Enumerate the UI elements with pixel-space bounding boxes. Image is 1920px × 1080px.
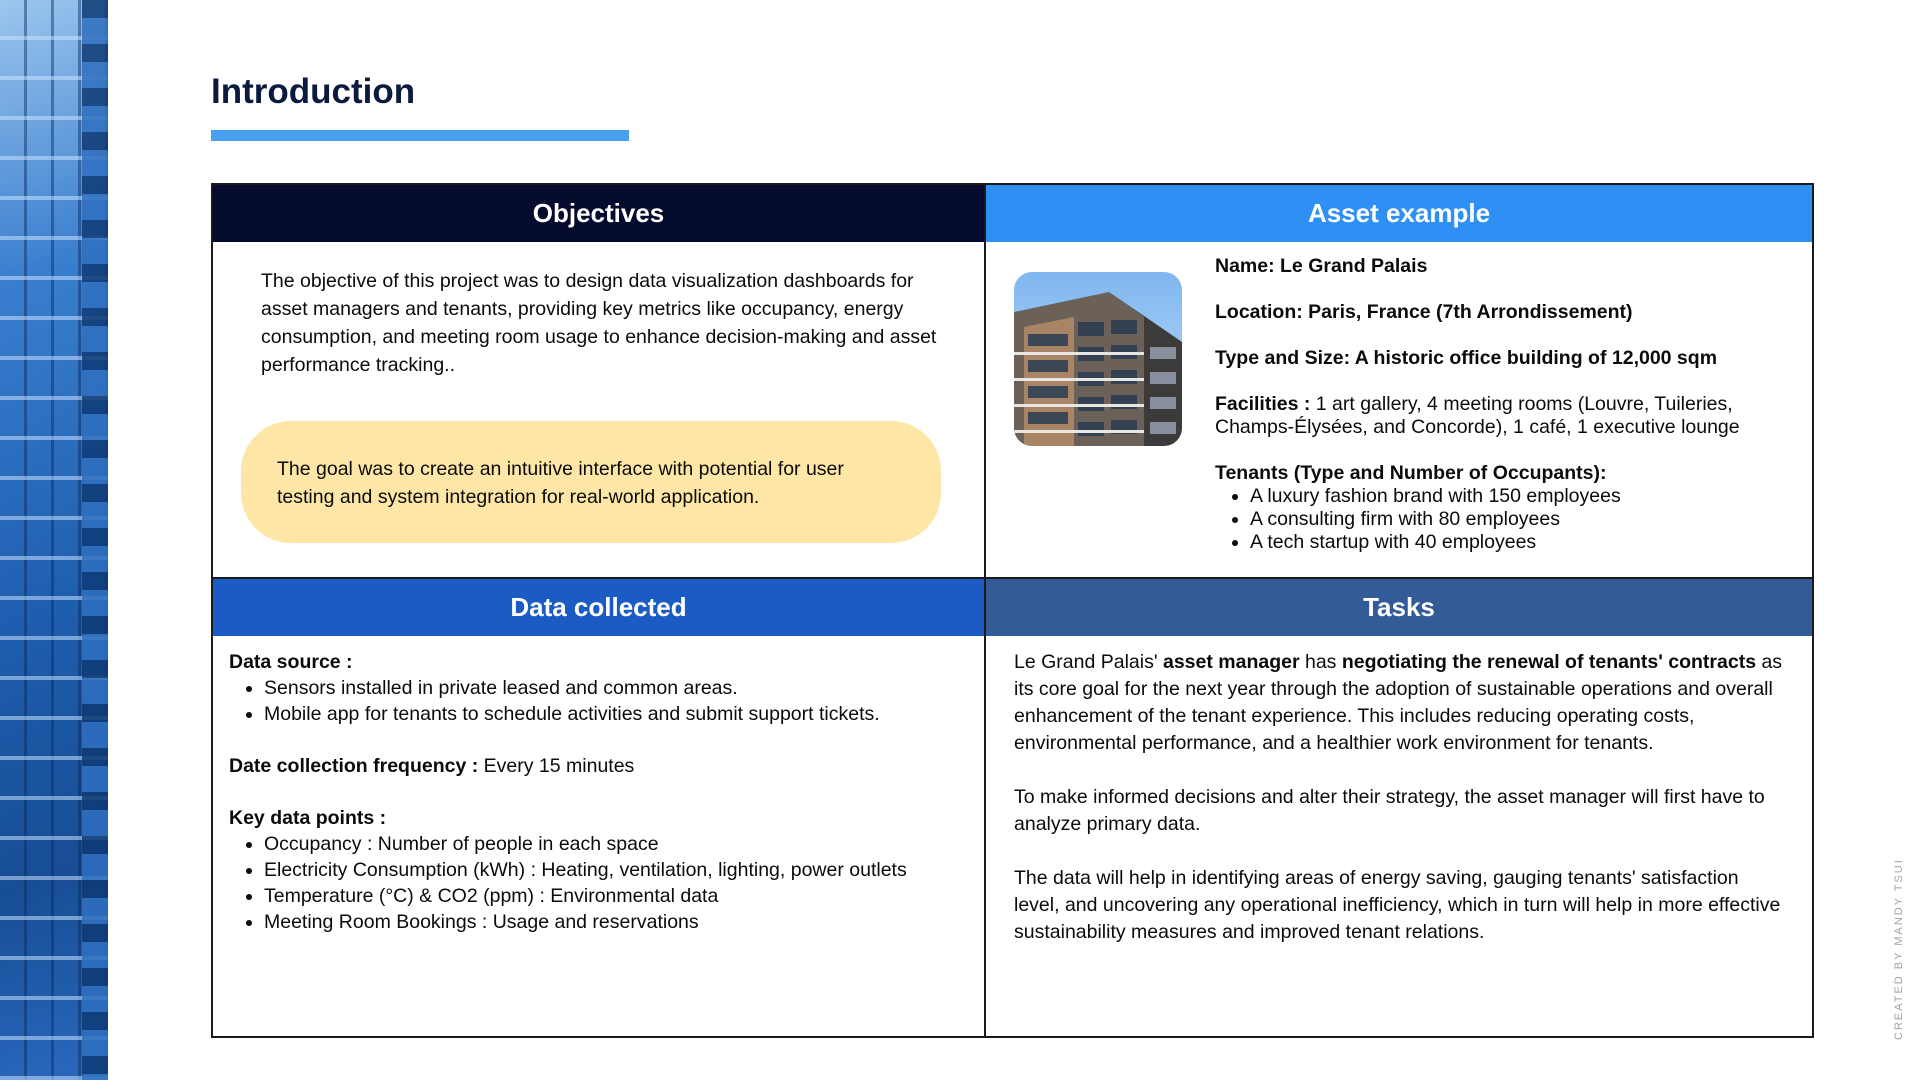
title-underline bbox=[211, 130, 629, 141]
frequency-value: Every 15 minutes bbox=[478, 755, 635, 777]
objectives-panel bbox=[213, 185, 986, 579]
key-points-label: Key data points : bbox=[229, 807, 387, 829]
facilities-label: Facilities : bbox=[1215, 393, 1311, 415]
tasks-paragraph-3: The data will help in identifying areas of energy saving, gauging tenants' satisfaction level, and uncovering any operational inefficiency, which in turn will help in more effective sustainability measures and improved tenant relations. bbox=[1014, 867, 1781, 943]
collection-frequency bbox=[229, 753, 969, 779]
creator-credit: CREATED BY MANDY TSUI bbox=[1893, 858, 1905, 1040]
list-item: • Mobile app for tenants to schedule activities and submit support tickets. bbox=[264, 701, 969, 727]
list-item: • Temperature (°C) & CO2 (ppm) : Environmental data bbox=[264, 883, 969, 909]
tasks-text-segment: as its core goal for the next year through the adoption of sustainable operations and overall enhancement of the tenant experience. This includes reducing operating costs, environmental performance, and a healthier work environment for tenants. bbox=[1014, 651, 1783, 754]
tasks-text-segment: Le Grand Palais' bbox=[1014, 651, 1163, 673]
tasks-panel bbox=[986, 579, 1812, 1036]
building-side-image bbox=[0, 0, 108, 1080]
tasks-text-segment: has bbox=[1299, 651, 1342, 673]
frequency-label: Date collection frequency : bbox=[229, 755, 479, 777]
tasks-bold-segment: negotiating the renewal of tenants' contracts bbox=[1341, 651, 1757, 673]
asset-location: Location: Paris, France (7th Arrondissement) bbox=[1215, 301, 1633, 323]
asset-name: Name: Le Grand Palais bbox=[1215, 255, 1428, 277]
objectives-text: The objective of this project was to design data visualization dashboards for asset managers and tenants, providing key metrics like occupancy, energy consumption, and meeting room usage to enhance decision-making and asset performance tracking.. bbox=[261, 270, 937, 376]
tasks-paragraph-2: To make informed decisions and alter their strategy, the asset manager will first have to analyze primary data. bbox=[1014, 786, 1765, 835]
tasks-header: Tasks bbox=[986, 579, 1812, 636]
tasks-bold-segment: asset manager bbox=[1162, 651, 1300, 673]
list-item: • A tech startup with 40 employees bbox=[1250, 531, 1805, 554]
tenants-label: Tenants (Type and Number of Occupants): bbox=[1215, 462, 1607, 484]
list-item: • A luxury fashion brand with 150 employees bbox=[1250, 485, 1805, 508]
facilities-value: 1 art gallery, 4 meeting rooms (Louvre, Tuileries, Champs-Élysées, and Concorde), 1 café, 1 executive lounge bbox=[1215, 393, 1740, 438]
data-source-list bbox=[229, 675, 969, 727]
asset-type-size: Type and Size: A historic office building of 12,000 sqm bbox=[1215, 347, 1718, 369]
list-item: • Meeting Room Bookings : Usage and reservations bbox=[264, 909, 969, 935]
objectives-header: Objectives bbox=[213, 185, 984, 242]
data-collected-content bbox=[229, 649, 969, 935]
key-points-list bbox=[229, 831, 969, 935]
list-item: • Sensors installed in private leased and common areas. bbox=[264, 675, 969, 701]
asset-header: Asset example bbox=[986, 185, 1812, 242]
asset-panel bbox=[986, 185, 1812, 579]
data-source-label: Data source : bbox=[229, 651, 353, 673]
list-item: • Occupancy : Number of people in each space bbox=[264, 831, 969, 857]
tenants-list bbox=[1215, 485, 1805, 554]
list-item: • Electricity Consumption (kWh) : Heating, ventilation, lighting, power outlets bbox=[264, 857, 969, 883]
goal-callout: The goal was to create an intuitive interface with potential for user testing and system integration for real-world application. bbox=[241, 421, 941, 543]
data-collected-header: Data collected bbox=[213, 579, 984, 636]
page-title: Introduction bbox=[211, 72, 416, 111]
building-photo bbox=[1014, 272, 1182, 446]
data-collected-panel bbox=[213, 579, 986, 1036]
intro-grid bbox=[211, 183, 1814, 1038]
tasks-content bbox=[1014, 649, 1784, 973]
list-item: • A consulting firm with 80 employees bbox=[1250, 508, 1805, 531]
tasks-paragraph-1 bbox=[1014, 649, 1784, 757]
asset-facilities bbox=[1215, 393, 1805, 439]
asset-details bbox=[1215, 255, 1805, 554]
